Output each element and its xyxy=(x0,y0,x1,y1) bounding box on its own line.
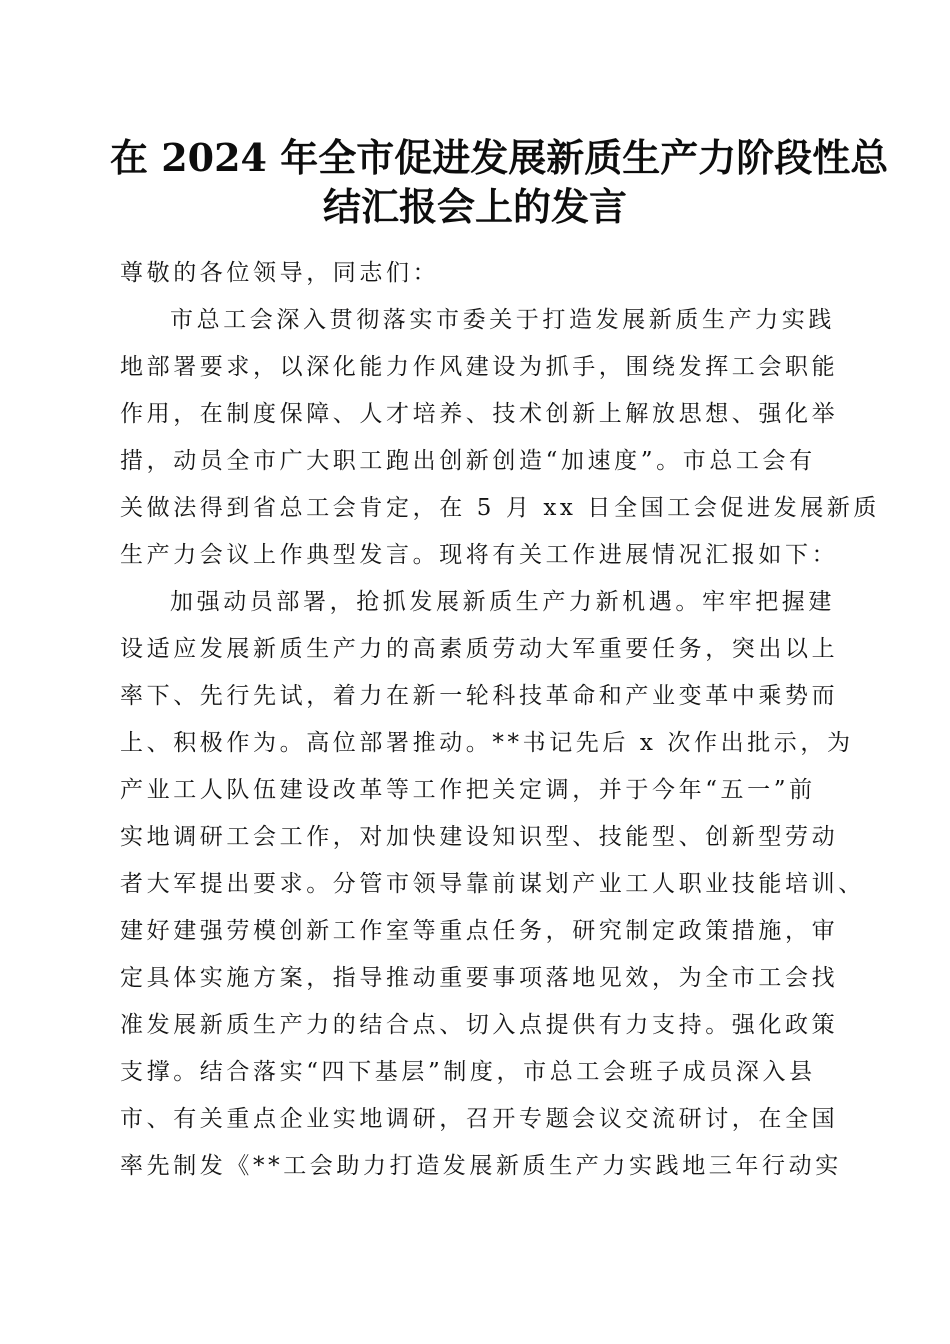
body-line: 措，动员全市广大职工跑出创新创造“加速度”。市总工会有 xyxy=(120,448,816,474)
body-line: 上、积极作为。高位部署推动。**书记先后 x 次作出批示，为 xyxy=(120,730,854,756)
body-line: 建好建强劳模创新工作室等重点任务，研究制定政策措施，审 xyxy=(120,918,839,944)
title-line-2: 结汇报会上的发言 xyxy=(322,184,627,229)
body-line: 设适应发展新质生产力的高素质劳动大军重要任务，突出以上 xyxy=(120,636,839,662)
body-line: 者大军提出要求。分管市领导靠前谋划产业工人职业技能培训、 xyxy=(120,871,865,897)
body-line: 生产力会议上作典型发言。现将有关工作进展情况汇报如下： xyxy=(120,542,839,568)
body-line: 支撑。结合落实“四下基层”制度，市总工会班子成员深入县 xyxy=(120,1059,816,1085)
body-line: 关做法得到省总工会肯定，在 5 月 xx 日全国工会促进发展新质 xyxy=(120,495,881,521)
body-line: 实地调研工会工作，对加快建设知识型、技能型、创新型劳动 xyxy=(120,824,839,850)
body-line: 地部署要求，以深化能力作风建设为抓手，围绕发挥工会职能 xyxy=(120,354,839,380)
body-line: 率先制发《**工会助力打造发展新质生产力实践地三年行动实 xyxy=(120,1153,842,1179)
body-line: 作用，在制度保障、人才培养、技术创新上解放思想、强化举 xyxy=(120,401,839,427)
body-line: 定具体实施方案，指导推动重要事项落地见效，为全市工会找 xyxy=(120,965,839,991)
body-line: 准发展新质生产力的结合点、切入点提供有力支持。强化政策 xyxy=(120,1012,839,1038)
body-line: 率下、先行先试，着力在新一轮科技革命和产业变革中乘势而 xyxy=(120,683,839,709)
body-line: 加强动员部署，抢抓发展新质生产力新机遇。牢牢把握建 xyxy=(170,589,835,615)
body-line: 市总工会深入贯彻落实市委关于打造发展新质生产力实践 xyxy=(170,307,835,333)
salutation: 尊敬的各位领导，同志们： xyxy=(120,260,440,286)
document-body xyxy=(120,250,881,1190)
document-title xyxy=(110,133,889,231)
body-line: 产业工人队伍建设改革等工作把关定调，并于今年“五一”前 xyxy=(120,777,816,803)
title-line-1: 在 2024 年全市促进发展新质生产力阶段性总 xyxy=(110,135,889,180)
body-line: 市、有关重点企业实地调研，召开专题会议交流研讨，在全国 xyxy=(120,1106,839,1132)
